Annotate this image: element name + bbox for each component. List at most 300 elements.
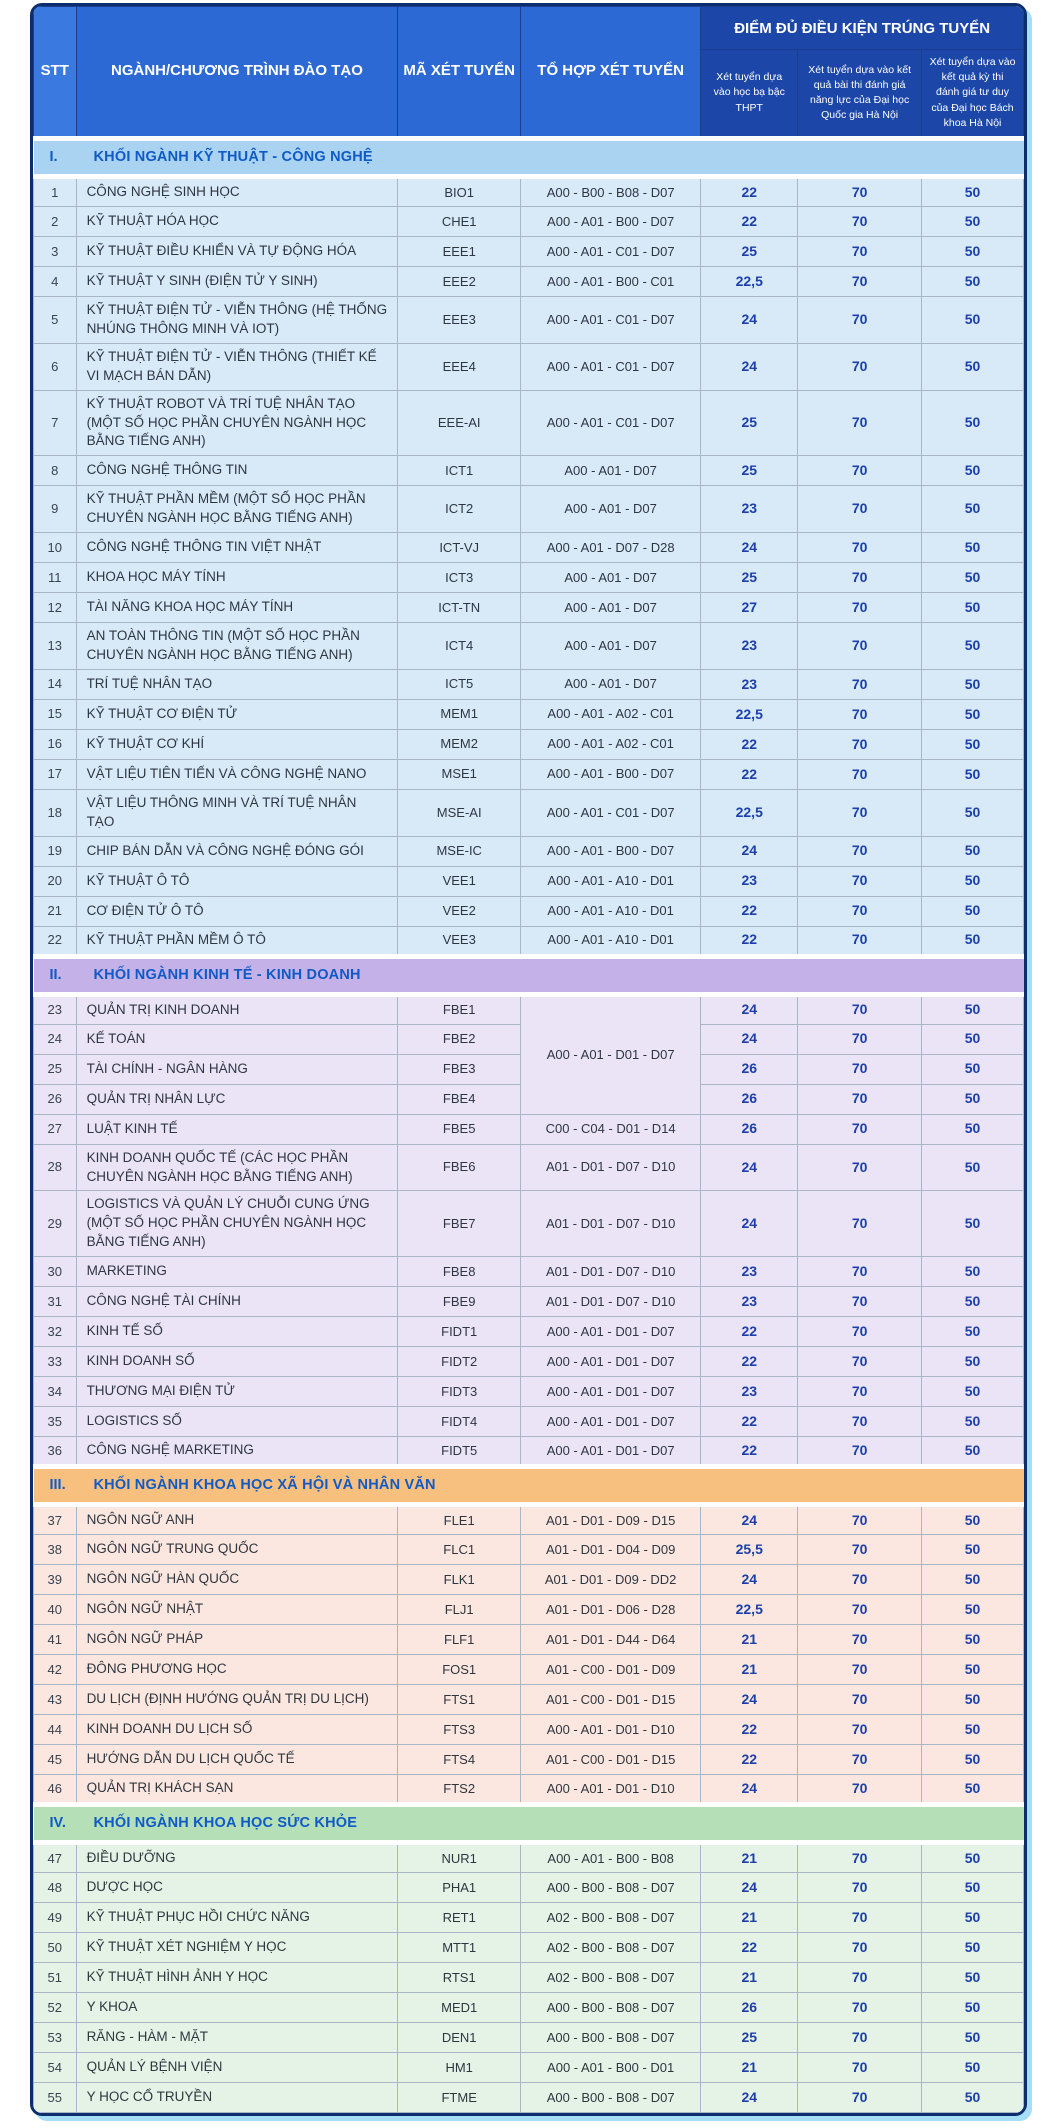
score-cell: 50 <box>922 1114 1024 1144</box>
score-cell: 50 <box>922 729 1024 759</box>
stt-cell: 54 <box>34 2053 77 2083</box>
code-cell: CHE1 <box>398 207 521 237</box>
score-cell: 70 <box>798 563 922 593</box>
program-cell: NGÔN NGỮ TRUNG QUỐC <box>76 1535 398 1565</box>
score-cell: 23 <box>701 669 798 699</box>
code-cell: MEM1 <box>398 699 521 729</box>
score-cell: 22 <box>701 1715 798 1745</box>
code-cell: FIDT4 <box>398 1407 521 1437</box>
score-cell: 22 <box>701 1745 798 1775</box>
stt-cell: 42 <box>34 1655 77 1685</box>
program-cell: VẬT LIỆU THÔNG MINH VÀ TRÍ TUỆ NHÂN TẠO <box>76 789 398 836</box>
table-row <box>34 456 1024 486</box>
program-cell: KỸ THUẬT ĐIỆN TỬ - VIỄN THÔNG (HỆ THỐNG NHÚNG THÔNG MINH VÀ IOT) <box>76 297 398 344</box>
stt-cell: 12 <box>34 593 77 623</box>
stt-cell: 55 <box>34 2083 77 2113</box>
score-cell: 50 <box>922 1993 1024 2023</box>
combination-cell: A00 - A01 - C01 - D07 <box>521 789 701 836</box>
score-cell: 70 <box>798 1685 922 1715</box>
stt-cell: 4 <box>34 267 77 297</box>
table-row <box>34 2053 1024 2083</box>
score-cell: 50 <box>922 1903 1024 1933</box>
stt-cell: 11 <box>34 563 77 593</box>
score-cell: 50 <box>922 1843 1024 1873</box>
score-cell: 21 <box>701 1843 798 1873</box>
section-numeral: III. <box>49 1477 66 1494</box>
score-cell: 70 <box>798 1377 922 1407</box>
code-cell: BIO1 <box>398 177 521 207</box>
stt-cell: 53 <box>34 2023 77 2053</box>
score-cell: 70 <box>798 2023 922 2053</box>
stt-cell: 19 <box>34 836 77 866</box>
score-cell: 22 <box>701 759 798 789</box>
score-cell: 21 <box>701 1625 798 1655</box>
program-cell: KỸ THUẬT ĐIỆN TỬ - VIỄN THÔNG (THIẾT KẾ VI MẠCH BÁN DẪN) <box>76 343 398 390</box>
score-cell: 25 <box>701 237 798 267</box>
stt-cell: 5 <box>34 297 77 344</box>
combination-cell: A00 - A01 - A10 - D01 <box>521 896 701 926</box>
score-cell: 50 <box>922 1775 1024 1805</box>
code-cell: EEE-AI <box>398 390 521 456</box>
program-cell: KỸ THUẬT XÉT NGHIỆM Y HỌC <box>76 1933 398 1963</box>
stt-cell: 29 <box>34 1191 77 1257</box>
score-cell: 50 <box>922 699 1024 729</box>
combination-cell: A00 - A01 - C01 - D07 <box>521 237 701 267</box>
program-cell: THƯƠNG MẠI ĐIỆN TỬ <box>76 1377 398 1407</box>
program-cell: KỸ THUẬT HÌNH ẢNH Y HỌC <box>76 1963 398 1993</box>
program-cell: VẬT LIỆU TIÊN TIẾN VÀ CÔNG NGHỆ NANO <box>76 759 398 789</box>
table-row <box>34 1993 1024 2023</box>
score-cell: 50 <box>922 1317 1024 1347</box>
program-cell: CHIP BÁN DẪN VÀ CÔNG NGHỆ ĐÓNG GÓI <box>76 836 398 866</box>
table-row <box>34 593 1024 623</box>
score-cell: 22,5 <box>701 699 798 729</box>
table-row <box>34 177 1024 207</box>
section-numeral: II. <box>49 967 62 984</box>
program-cell: TRÍ TUỆ NHÂN TẠO <box>76 669 398 699</box>
score-cell: 22 <box>701 896 798 926</box>
combination-cell: A01 - D01 - D07 - D10 <box>521 1144 701 1191</box>
score-cell: 70 <box>798 533 922 563</box>
col-header-score-group: ĐIỂM ĐỦ ĐIỀU KIỆN TRÚNG TUYỂN <box>701 7 1024 50</box>
table-row <box>34 1903 1024 1933</box>
stt-cell: 22 <box>34 926 77 956</box>
table-row <box>34 1114 1024 1144</box>
stt-cell: 51 <box>34 1963 77 1993</box>
combination-cell: A00 - B00 - B08 - D07 <box>521 2083 701 2113</box>
table-row <box>34 836 1024 866</box>
stt-cell: 35 <box>34 1407 77 1437</box>
score-cell: 25,5 <box>701 1535 798 1565</box>
table-row <box>34 1191 1024 1257</box>
table-body <box>34 139 1024 2113</box>
score-cell: 70 <box>798 1595 922 1625</box>
score-cell: 70 <box>798 1963 922 1993</box>
col-header-program: NGÀNH/CHƯƠNG TRÌNH ĐÀO TẠO <box>76 7 398 139</box>
score-cell: 50 <box>922 486 1024 533</box>
stt-cell: 50 <box>34 1933 77 1963</box>
code-cell: RET1 <box>398 1903 521 1933</box>
score-cell: 24 <box>701 836 798 866</box>
score-cell: 25 <box>701 2023 798 2053</box>
score-cell: 70 <box>798 2083 922 2113</box>
score-cell: 24 <box>701 994 798 1024</box>
score-cell: 70 <box>798 486 922 533</box>
score-cell: 22,5 <box>701 1595 798 1625</box>
combination-cell: A00 - A01 - B00 - D01 <box>521 2053 701 2083</box>
combination-cell: A00 - B00 - B08 - D07 <box>521 177 701 207</box>
stt-cell: 24 <box>34 1024 77 1054</box>
stt-cell: 21 <box>34 896 77 926</box>
program-cell: KỸ THUẬT Ô TÔ <box>76 866 398 896</box>
section-title: KHỐI NGÀNH KỸ THUẬT - CÔNG NGHỆ <box>93 149 373 166</box>
score-cell: 24 <box>701 1191 798 1257</box>
program-cell: ĐIỀU DƯỠNG <box>76 1843 398 1873</box>
score-cell: 50 <box>922 623 1024 670</box>
score-cell: 70 <box>798 669 922 699</box>
table-frame <box>30 3 1027 2116</box>
code-cell: FBE2 <box>398 1024 521 1054</box>
combination-cell: A00 - A01 - A10 - D01 <box>521 926 701 956</box>
code-cell: FBE9 <box>398 1287 521 1317</box>
score-cell: 50 <box>922 759 1024 789</box>
program-cell: KỸ THUẬT Y SINH (ĐIỆN TỬ Y SINH) <box>76 267 398 297</box>
score-cell: 70 <box>798 789 922 836</box>
code-cell: ICT2 <box>398 486 521 533</box>
table-row <box>34 1843 1024 1873</box>
table-row <box>34 267 1024 297</box>
score-cell: 50 <box>922 1535 1024 1565</box>
score-cell: 50 <box>922 1933 1024 1963</box>
code-cell: HM1 <box>398 2053 521 2083</box>
combination-cell: A00 - A01 - D07 <box>521 456 701 486</box>
table-row <box>34 699 1024 729</box>
table-row <box>34 1437 1024 1467</box>
score-cell: 25 <box>701 456 798 486</box>
combination-cell: A00 - A01 - D01 - D10 <box>521 1775 701 1805</box>
section-title: KHỐI NGÀNH KHOA HỌC SỨC KHỎE <box>93 1815 358 1832</box>
table-row <box>34 669 1024 699</box>
score-cell: 70 <box>798 1993 922 2023</box>
score-cell: 50 <box>922 994 1024 1024</box>
score-cell: 24 <box>701 1144 798 1191</box>
combination-cell: A00 - A01 - B00 - D07 <box>521 207 701 237</box>
table-row <box>34 1873 1024 1903</box>
score-cell: 70 <box>798 1347 922 1377</box>
stt-cell: 52 <box>34 1993 77 2023</box>
stt-cell: 30 <box>34 1257 77 1287</box>
stt-cell: 15 <box>34 699 77 729</box>
stt-cell: 18 <box>34 789 77 836</box>
score-cell: 24 <box>701 1505 798 1535</box>
code-cell: MTT1 <box>398 1933 521 1963</box>
stt-cell: 25 <box>34 1054 77 1084</box>
program-cell: TÀI NĂNG KHOA HỌC MÁY TÍNH <box>76 593 398 623</box>
score-cell: 23 <box>701 866 798 896</box>
table-row <box>34 623 1024 670</box>
score-cell: 50 <box>922 1437 1024 1467</box>
program-cell: NGÔN NGỮ PHÁP <box>76 1625 398 1655</box>
code-cell: FBE4 <box>398 1084 521 1114</box>
score-cell: 70 <box>798 267 922 297</box>
score-cell: 50 <box>922 1377 1024 1407</box>
score-cell: 50 <box>922 1873 1024 1903</box>
stt-cell: 38 <box>34 1535 77 1565</box>
score-cell: 21 <box>701 2053 798 2083</box>
score-cell: 70 <box>798 994 922 1024</box>
table-row <box>34 1565 1024 1595</box>
table-row <box>34 1933 1024 1963</box>
score-cell: 50 <box>922 1287 1024 1317</box>
score-cell: 70 <box>798 896 922 926</box>
combination-cell: A00 - A01 - D01 - D07 <box>521 1437 701 1467</box>
program-cell: LUẬT KINH TẾ <box>76 1114 398 1144</box>
combination-cell: A00 - A01 - D01 - D07 <box>521 994 701 1114</box>
program-cell: TÀI CHÍNH - NGÂN HÀNG <box>76 1054 398 1084</box>
table-row <box>34 1775 1024 1805</box>
score-cell: 70 <box>798 343 922 390</box>
score-cell: 22 <box>701 1317 798 1347</box>
program-cell: KỸ THUẬT PHỤC HỒI CHỨC NĂNG <box>76 1903 398 1933</box>
stt-cell: 1 <box>34 177 77 207</box>
combination-cell: A01 - D01 - D07 - D10 <box>521 1257 701 1287</box>
score-cell: 50 <box>922 267 1024 297</box>
score-cell: 70 <box>798 1933 922 1963</box>
section-title: KHỐI NGÀNH KINH TẾ - KINH DOANH <box>93 967 361 984</box>
score-cell: 70 <box>798 1903 922 1933</box>
score-cell: 26 <box>701 1054 798 1084</box>
stt-cell: 48 <box>34 1873 77 1903</box>
combination-cell: A00 - A01 - B00 - C01 <box>521 267 701 297</box>
score-cell: 70 <box>798 1191 922 1257</box>
combination-cell: A00 - A01 - D01 - D10 <box>521 1715 701 1745</box>
program-cell: CÔNG NGHỆ SINH HỌC <box>76 177 398 207</box>
score-cell: 70 <box>798 237 922 267</box>
table-row <box>34 533 1024 563</box>
score-cell: 50 <box>922 563 1024 593</box>
score-cell: 70 <box>798 836 922 866</box>
stt-cell: 33 <box>34 1347 77 1377</box>
score-cell: 23 <box>701 1287 798 1317</box>
score-cell: 50 <box>922 1963 1024 1993</box>
program-cell: QUẢN TRỊ KHÁCH SẠN <box>76 1775 398 1805</box>
score-cell: 50 <box>922 2023 1024 2053</box>
score-cell: 70 <box>798 759 922 789</box>
score-cell: 70 <box>798 1535 922 1565</box>
score-cell: 25 <box>701 390 798 456</box>
combination-cell: A00 - B00 - B08 - D07 <box>521 2023 701 2053</box>
program-cell: AN TOÀN THÔNG TIN (MỘT SỐ HỌC PHẦN CHUYÊN NGÀNH HỌC BẰNG TIẾNG ANH) <box>76 623 398 670</box>
table-row <box>34 1745 1024 1775</box>
score-cell: 22 <box>701 1933 798 1963</box>
score-cell: 23 <box>701 623 798 670</box>
score-cell: 50 <box>922 177 1024 207</box>
score-cell: 24 <box>701 1873 798 1903</box>
code-cell: FTME <box>398 2083 521 2113</box>
score-cell: 22 <box>701 207 798 237</box>
stt-cell: 31 <box>34 1287 77 1317</box>
combination-cell: A00 - A01 - D07 <box>521 623 701 670</box>
score-cell: 22 <box>701 177 798 207</box>
program-cell: NGÔN NGỮ NHẬT <box>76 1595 398 1625</box>
score-cell: 24 <box>701 343 798 390</box>
combination-cell: A01 - C00 - D01 - D09 <box>521 1655 701 1685</box>
program-cell: KHOA HỌC MÁY TÍNH <box>76 563 398 593</box>
score-cell: 22 <box>701 926 798 956</box>
combination-cell: A00 - A01 - A10 - D01 <box>521 866 701 896</box>
table-row <box>34 1377 1024 1407</box>
score-cell: 21 <box>701 1963 798 1993</box>
score-cell: 50 <box>922 789 1024 836</box>
code-cell: ICT-VJ <box>398 533 521 563</box>
score-cell: 25 <box>701 563 798 593</box>
section-band-row <box>34 956 1024 994</box>
code-cell: EEE4 <box>398 343 521 390</box>
stt-cell: 34 <box>34 1377 77 1407</box>
program-cell: KỸ THUẬT CƠ ĐIỆN TỬ <box>76 699 398 729</box>
col-header-score-hsa: Xét tuyển dựa vào kết quả bài thi đánh giá năng lực của Đại học Quốc gia Hà Nội <box>798 50 922 139</box>
score-cell: 27 <box>701 593 798 623</box>
score-cell: 23 <box>701 1377 798 1407</box>
score-cell: 70 <box>798 1505 922 1535</box>
program-cell: KỸ THUẬT ROBOT VÀ TRÍ TUỆ NHÂN TẠO (MỘT SỐ HỌC PHẦN CHUYÊN NGÀNH HỌC BẰNG TIẾNG ANH) <box>76 390 398 456</box>
score-cell: 50 <box>922 1191 1024 1257</box>
col-header-score-tsa: Xét tuyển dựa vào kết quả kỳ thi đánh giá tư duy của Đại học Bách khoa Hà Nội <box>922 50 1024 139</box>
table-row <box>34 1347 1024 1377</box>
score-cell: 70 <box>798 390 922 456</box>
code-cell: FLK1 <box>398 1565 521 1595</box>
table-row <box>34 1144 1024 1191</box>
stt-cell: 37 <box>34 1505 77 1535</box>
col-header-combination: TỔ HỢP XÉT TUYỂN <box>521 7 701 139</box>
stt-cell: 32 <box>34 1317 77 1347</box>
table-row <box>34 1715 1024 1745</box>
code-cell: FBE3 <box>398 1054 521 1084</box>
score-cell: 50 <box>922 896 1024 926</box>
score-cell: 70 <box>798 1437 922 1467</box>
stt-cell: 6 <box>34 343 77 390</box>
program-cell: KỸ THUẬT PHẦN MỀM Ô TÔ <box>76 926 398 956</box>
score-cell: 22 <box>701 1347 798 1377</box>
program-cell: ĐÔNG PHƯƠNG HỌC <box>76 1655 398 1685</box>
score-cell: 50 <box>922 866 1024 896</box>
stt-cell: 40 <box>34 1595 77 1625</box>
stt-cell: 2 <box>34 207 77 237</box>
program-cell: QUẢN LÝ BỆNH VIỆN <box>76 2053 398 2083</box>
section-numeral: IV. <box>49 1815 66 1832</box>
score-cell: 70 <box>798 1024 922 1054</box>
code-cell: FBE6 <box>398 1144 521 1191</box>
stt-cell: 28 <box>34 1144 77 1191</box>
code-cell: VEE3 <box>398 926 521 956</box>
score-cell: 70 <box>798 1873 922 1903</box>
table-row <box>34 1317 1024 1347</box>
score-cell: 50 <box>922 1407 1024 1437</box>
program-cell: QUẢN TRỊ NHÂN LỰC <box>76 1084 398 1114</box>
score-cell: 22 <box>701 1437 798 1467</box>
code-cell: ICT-TN <box>398 593 521 623</box>
table-row <box>34 1963 1024 1993</box>
table-row <box>34 729 1024 759</box>
score-cell: 70 <box>798 1084 922 1114</box>
score-cell: 70 <box>798 593 922 623</box>
code-cell: ICT1 <box>398 456 521 486</box>
combination-cell: A00 - A01 - D01 - D07 <box>521 1347 701 1377</box>
score-cell: 70 <box>798 1257 922 1287</box>
program-cell: Y KHOA <box>76 1993 398 2023</box>
score-cell: 50 <box>922 669 1024 699</box>
col-header-score-transcript: Xét tuyển dựa vào học bạ bậc THPT <box>701 50 798 139</box>
stt-cell: 16 <box>34 729 77 759</box>
code-cell: FOS1 <box>398 1655 521 1685</box>
combination-cell: A00 - B00 - B08 - D07 <box>521 1993 701 2023</box>
score-cell: 24 <box>701 297 798 344</box>
score-cell: 50 <box>922 836 1024 866</box>
score-cell: 50 <box>922 1745 1024 1775</box>
section-band <box>34 1467 1024 1505</box>
combination-cell: A01 - D01 - D09 - DD2 <box>521 1565 701 1595</box>
score-cell: 23 <box>701 1257 798 1287</box>
table-row <box>34 2023 1024 2053</box>
score-cell: 50 <box>922 533 1024 563</box>
table-header <box>34 7 1024 139</box>
score-cell: 70 <box>798 623 922 670</box>
combination-cell: A01 - D01 - D44 - D64 <box>521 1625 701 1655</box>
code-cell: FBE8 <box>398 1257 521 1287</box>
score-cell: 24 <box>701 1024 798 1054</box>
code-cell: EEE3 <box>398 297 521 344</box>
code-cell: NUR1 <box>398 1843 521 1873</box>
col-header-code: MÃ XÉT TUYỂN <box>398 7 521 139</box>
program-cell: RĂNG - HÀM - MẶT <box>76 2023 398 2053</box>
score-cell: 50 <box>922 297 1024 344</box>
score-cell: 50 <box>922 390 1024 456</box>
program-cell: KẾ TOÁN <box>76 1024 398 1054</box>
code-cell: MSE-AI <box>398 789 521 836</box>
combination-cell: A00 - A01 - B00 - D07 <box>521 836 701 866</box>
program-cell: LOGISTICS VÀ QUẢN LÝ CHUỖI CUNG ỨNG (MỘT SỐ HỌC PHẦN CHUYÊN NGÀNH HỌC BẰNG TIẾNG ANH) <box>76 1191 398 1257</box>
score-cell: 70 <box>798 926 922 956</box>
table-row <box>34 759 1024 789</box>
score-cell: 21 <box>701 1903 798 1933</box>
code-cell: FLJ1 <box>398 1595 521 1625</box>
program-cell: KINH DOANH SỐ <box>76 1347 398 1377</box>
section-numeral: I. <box>49 149 58 166</box>
stt-cell: 27 <box>34 1114 77 1144</box>
score-cell: 50 <box>922 343 1024 390</box>
code-cell: FBE5 <box>398 1114 521 1144</box>
section-band-row <box>34 1805 1024 1843</box>
score-cell: 70 <box>798 1715 922 1745</box>
table-row <box>34 866 1024 896</box>
score-cell: 70 <box>798 2053 922 2083</box>
score-cell: 50 <box>922 1084 1024 1114</box>
program-cell: CÔNG NGHỆ THÔNG TIN <box>76 456 398 486</box>
code-cell: ICT4 <box>398 623 521 670</box>
code-cell: ICT3 <box>398 563 521 593</box>
score-cell: 50 <box>922 237 1024 267</box>
stt-cell: 14 <box>34 669 77 699</box>
code-cell: VEE1 <box>398 866 521 896</box>
section-band-row <box>34 1467 1024 1505</box>
program-cell: Y HỌC CỔ TRUYỀN <box>76 2083 398 2113</box>
table-row <box>34 896 1024 926</box>
score-cell: 70 <box>798 177 922 207</box>
table-row <box>34 1287 1024 1317</box>
code-cell: PHA1 <box>398 1873 521 1903</box>
code-cell: MED1 <box>398 1993 521 2023</box>
program-cell: KINH DOANH QUỐC TẾ (CÁC HỌC PHẦN CHUYÊN NGÀNH HỌC BẰNG TIẾNG ANH) <box>76 1144 398 1191</box>
